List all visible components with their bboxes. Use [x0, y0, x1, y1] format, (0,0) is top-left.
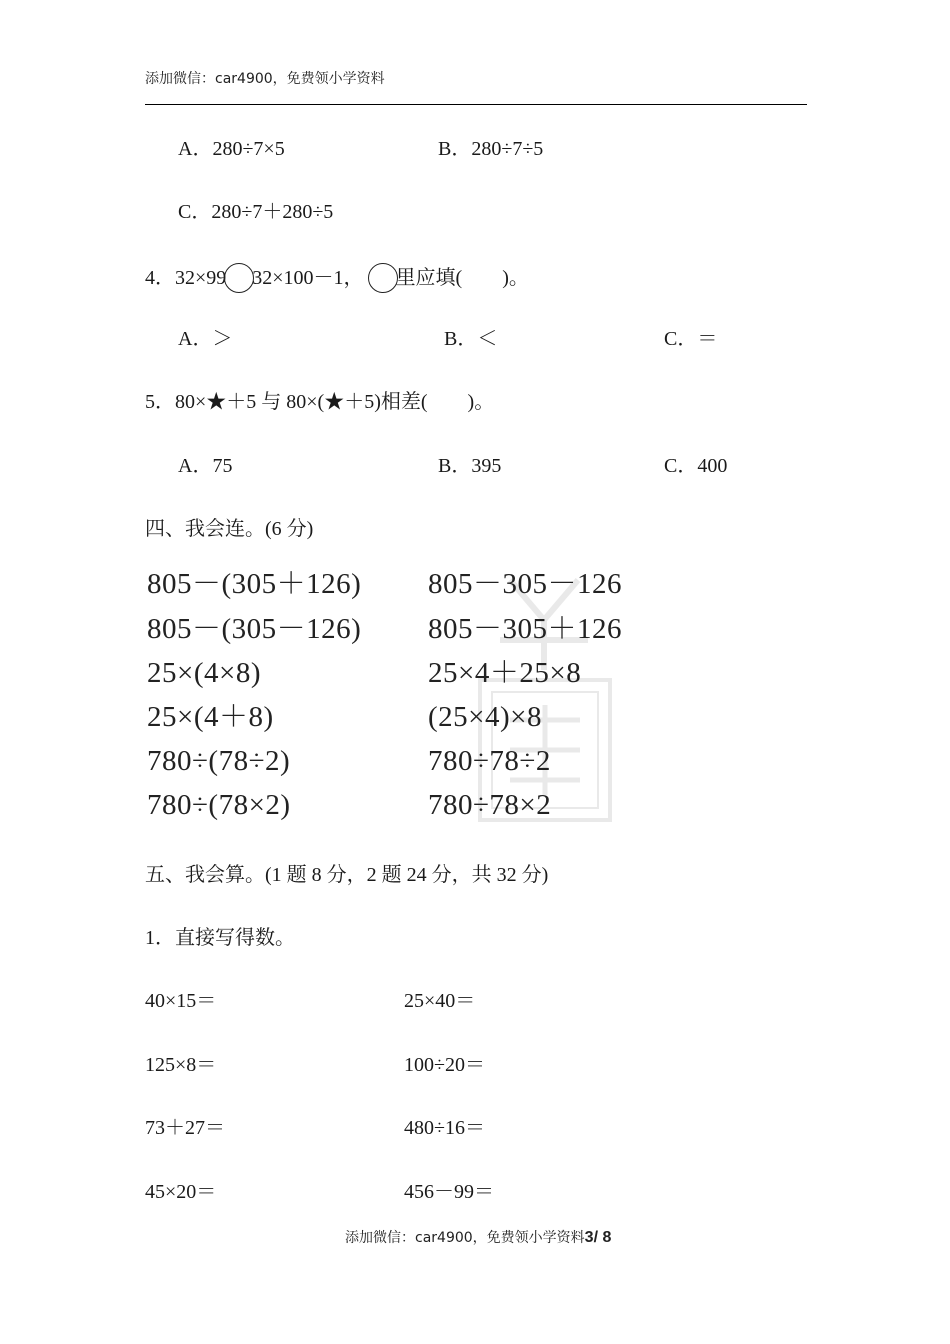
question-5 — [145, 390, 494, 414]
section-5-sub1: 1．直接写得数。 — [145, 927, 295, 949]
q4-part1: 32×99 — [175, 267, 227, 289]
q4-part4: )。 — [502, 267, 529, 289]
section-5-title: 五、我会算。(1 题 8 分，2 题 24 分，共 32 分) — [145, 864, 549, 886]
match-left-5: 780÷(78÷2) — [147, 745, 291, 777]
question-4 — [145, 263, 529, 293]
q3-option-c: C．280÷7＋280÷5 — [178, 201, 334, 223]
match-left-1: 805－(305＋126) — [147, 568, 362, 600]
q5-text: 5．80×★＋5 与 80×(★＋5)相差( — [145, 391, 428, 413]
match-right-5: 780÷78÷2 — [428, 745, 551, 777]
match-left-3: 25×(4×8) — [147, 657, 262, 689]
match-left-2: 805－(305－126) — [147, 613, 362, 645]
page-header: 添加微信：car4900，免费领小学资料 — [145, 71, 385, 87]
q4-option-a: A．＞ — [178, 328, 233, 350]
match-right-6: 780÷78×2 — [428, 789, 552, 821]
q4-part3: 里应填( — [395, 267, 463, 289]
q5-option-c: C．400 — [664, 455, 728, 477]
match-right-1: 805－305－126 — [428, 568, 623, 600]
match-right-4: (25×4)×8 — [428, 701, 543, 733]
q3-option-b: B．280÷7÷5 — [438, 138, 544, 160]
calc-left-1: 40×15＝ — [145, 990, 217, 1012]
q4-option-c: C．＝ — [664, 328, 718, 350]
calc-right-4: 456－99＝ — [404, 1181, 494, 1203]
section-4-title: 四、我会连。(6 分) — [145, 518, 314, 540]
q4-part2: 32×100－1， — [252, 267, 364, 289]
q4-option-b: B．＜ — [444, 328, 498, 350]
header-rule — [145, 104, 807, 105]
q4-number: 4． — [145, 267, 175, 289]
page-number: 3/ 8 — [584, 1229, 612, 1246]
q5-option-a: A．75 — [178, 455, 233, 477]
match-right-2: 805－305＋126 — [428, 613, 623, 645]
calc-left-3: 73＋27＝ — [145, 1117, 225, 1139]
page-footer — [345, 1227, 611, 1247]
calc-right-1: 25×40＝ — [404, 990, 476, 1012]
calc-right-2: 100÷20＝ — [404, 1054, 485, 1076]
calc-right-3: 480÷16＝ — [404, 1117, 485, 1139]
match-left-4: 25×(4＋8) — [147, 701, 274, 733]
footer-text: 添加微信：car4900，免费领小学资料 — [345, 1230, 585, 1246]
match-left-6: 780÷(78×2) — [147, 789, 291, 821]
blank-circle-icon — [368, 263, 398, 293]
q3-option-a: A．280÷7×5 — [178, 138, 285, 160]
calc-left-4: 45×20＝ — [145, 1181, 217, 1203]
q5-option-b: B．395 — [438, 455, 502, 477]
q5-text-end: )。 — [467, 391, 495, 413]
blank-circle-icon — [224, 263, 254, 293]
calc-left-2: 125×8＝ — [145, 1054, 217, 1076]
match-right-3: 25×4＋25×8 — [428, 657, 582, 689]
